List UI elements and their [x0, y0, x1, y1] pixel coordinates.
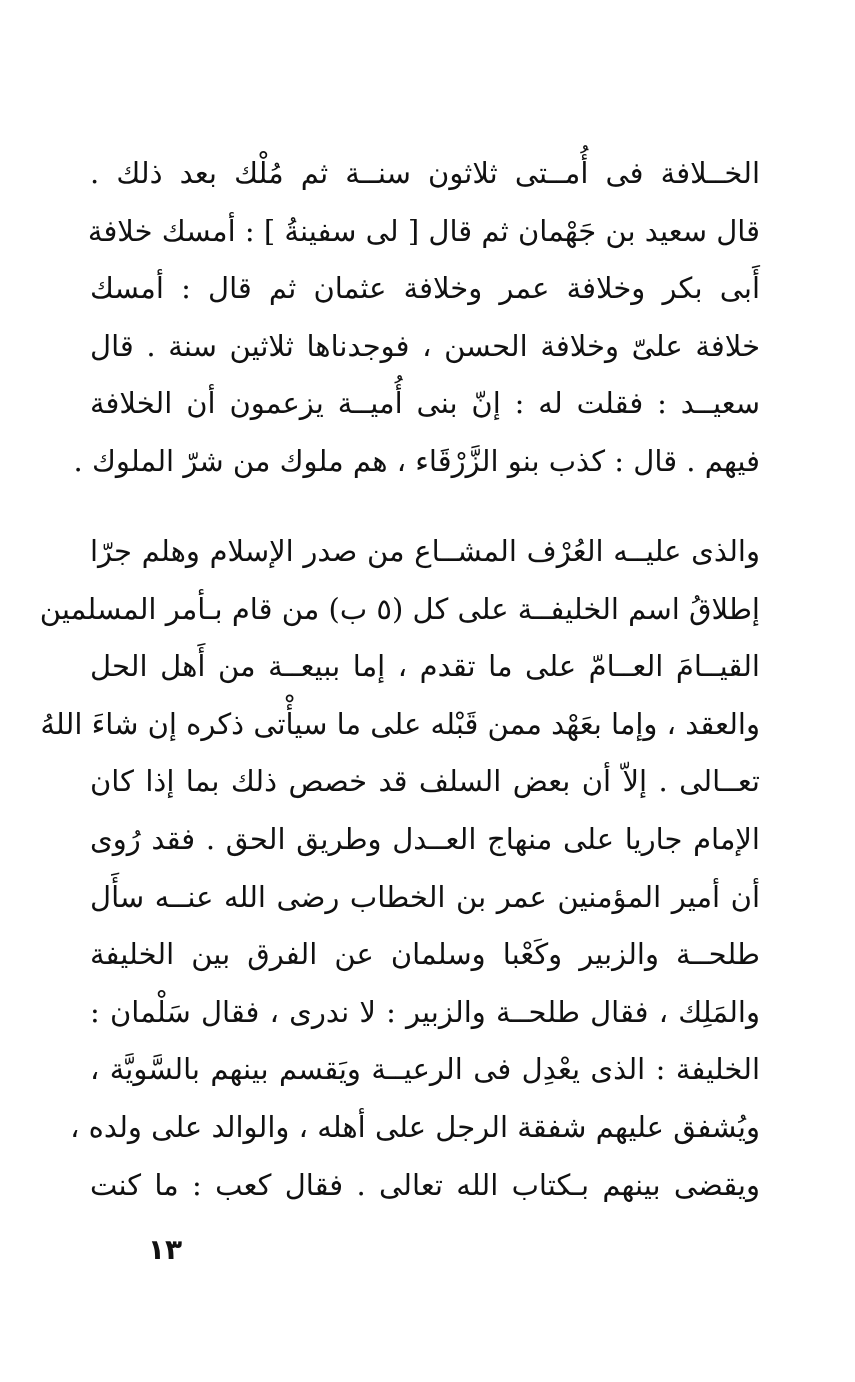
paragraph-2 — [39, 523, 760, 1214]
text-line: والذى عليــه العُرْف المشــاع من صدر الإسلام وهلم جرّا — [90, 534, 760, 568]
text-line: الإمام جاريا على منهاج العــدل وطريق الحق . فقد رُوى — [90, 821, 760, 856]
text-line: الخــلافة فى أُمــتى ثلاثون سنــة ثم مُلْك بعد ذلك . — [90, 156, 760, 190]
text-line: فيهم . قال : كذب بنو الزَّرْقَاء ، هم ملوك من شرّ الملوك . — [73, 443, 760, 478]
text-line: إطلاقُ اسم الخليفــة على كل (٥ ب) من قام بـأمر المسلمين — [39, 591, 760, 626]
text-line: سعيــد : فقلت له : إنّ بنى أُميــة يزعمون أن الخلافة — [90, 386, 760, 421]
text-line: والعقد ، وإما بعَهْد ممن قَبْله على ما سيأْتى ذكره إن شاءَ اللهُ — [40, 706, 760, 741]
text-line: الخليفة : الذى يعْدِل فى الرعيــة ويَقسم بينهم بالسَّويَّة ، — [90, 1052, 760, 1087]
text-line: ويُشفق عليهم شفقة الرجل على أهله ، والوالد على ولده ، — [70, 1109, 760, 1144]
text-line: أَبى بكر وخلافة عمر وخلافة عثمان ثم قال : أمسك — [90, 271, 760, 306]
text-line: ويقضى بينهم بـكتاب الله تعالى . فقال كعب : ما كنت — [90, 1167, 760, 1202]
text-line: طلحــة والزبير وكَعْبا وسلمان عن الفرق بين الخليفة — [90, 937, 760, 972]
text-line: والمَلِك ، فقال طلحــة والزبير : لا ندرى ، فقال سَلْمان : — [90, 994, 760, 1029]
text-line: تعــالى . إلاّ أن بعض السلف قد خصص ذلك بما إذا كان — [90, 764, 760, 799]
page-number: ١٣ — [147, 1233, 183, 1266]
text-line: خلافة علىّ وخلافة الحسن ، فوجدناها ثلاثين سنة . قال — [90, 328, 760, 363]
text-line: قال سعيد بن جَهْمان ثم قال [ لى سفينةُ ] : أمسك خلافة — [87, 213, 760, 248]
text-line: القيــامَ العــامّ على ما تقدم ، إما ببيعــة من أَهل الحل — [90, 649, 760, 684]
paragraph-1 — [73, 145, 760, 491]
text-line: أن أمير المؤمنين عمر بن الخطاب رضى الله عنــه سأَل — [90, 879, 760, 914]
